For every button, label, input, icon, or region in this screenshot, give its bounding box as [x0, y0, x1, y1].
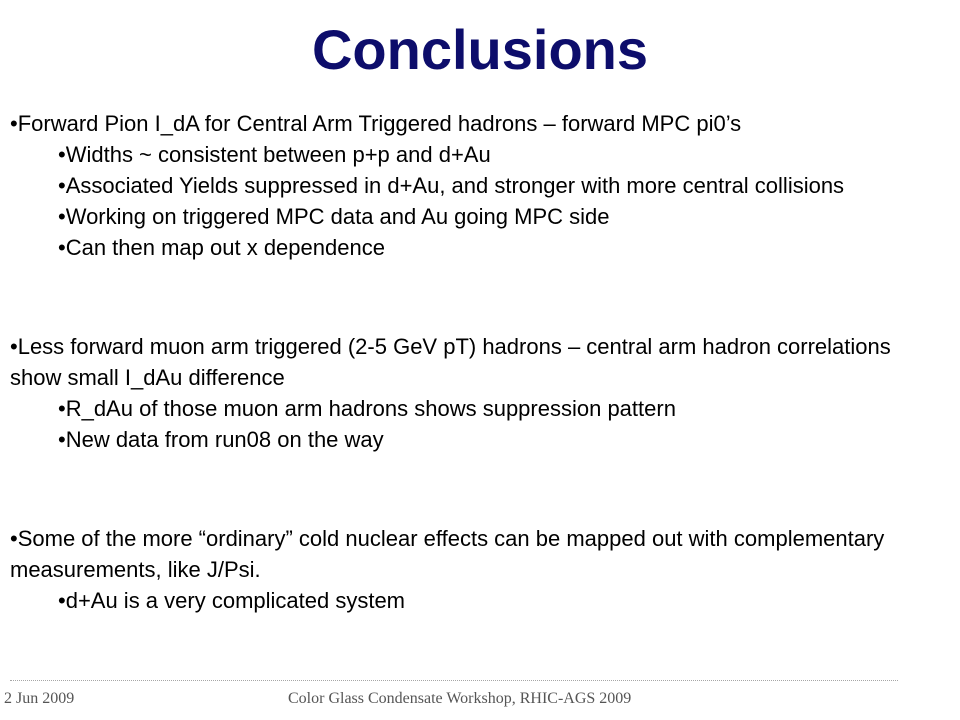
sub-bullet-widths: •Widths ~ consistent between p+p and d+Au: [58, 142, 491, 167]
slide-body: [10, 108, 945, 616]
bullet-forward-pion: •Forward Pion I_dA for Central Arm Triggered hadrons – forward MPC pi0’s: [10, 111, 742, 136]
footer-event: Color Glass Condensate Workshop, RHIC-AGS 2009: [288, 690, 632, 707]
bullet-group-pion: [10, 108, 945, 263]
sub-bullet-x-dependence: •Can then map out x dependence: [58, 235, 385, 260]
sub-bullet-run08: •New data from run08 on the way: [58, 427, 384, 452]
sub-bullet-rdau: •R_dAu of those muon arm hadrons shows suppression pattern: [58, 396, 676, 421]
slide-title: Conclusions: [311, 18, 649, 81]
bullet-group-muon: [10, 331, 945, 455]
bullet-group-cold-nuclear: [10, 523, 945, 616]
footer-date: 2 Jun 2009: [4, 690, 75, 707]
bullet-muon-arm: •Less forward muon arm triggered (2-5 GeV pT) hadrons – central arm hadron correlations show small I_dAu difference: [10, 334, 891, 390]
sub-bullet-triggered-mpc: •Working on triggered MPC data and Au going MPC side: [58, 204, 610, 229]
sub-bullet-associated-yields: •Associated Yields suppressed in d+Au, and stronger with more central collisions: [58, 173, 845, 198]
sub-bullet-dau-complicated: •d+Au is a very complicated system: [58, 588, 406, 613]
footer-divider: [10, 680, 898, 681]
bullet-cold-nuclear-effects: •Some of the more “ordinary” cold nuclear effects can be mapped out with complementary measurements, like J/Psi.: [10, 526, 885, 582]
